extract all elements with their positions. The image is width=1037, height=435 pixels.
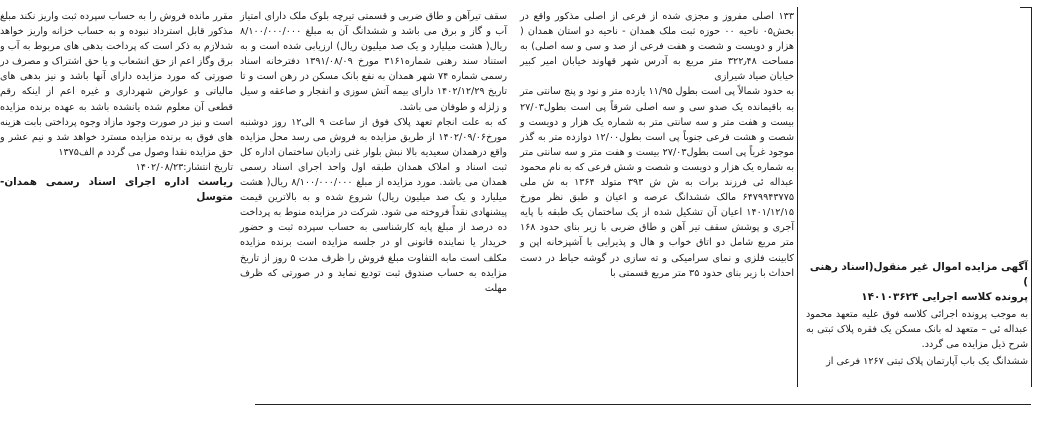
column-4-text: مقرر مانده فروش را به حساب سپرده ثبت واریز نکند مبلغ مذکور قابل استرداد نبوده و به حساب خزانه واریز خواهد شدلازم به ذکر است که پرداخت بدهی های مربوط به آب و برق وگاز اعم از حق انشعاب و یا حق اشتراک و مصرف در صورتی که مورد مزایده دارای آنها باشد و نیز بدهی های مالیاتی و عوارض شهرداری و غیره اعم از اینکه رقم قطعی آن معلوم شده یانشده باشد به عهده برنده مزایده است و نیز در صورت وجود مازاد وجوه پرداختی بابت هزینه های فوق به برنده مزایده مسترد خواهد شد و نیم عشر و حق مزایده نقدا وصول می گردد م الف۱۳۷۵ — [0, 11, 233, 158]
column-divider-right — [1031, 7, 1032, 387]
top-tick-line — [1020, 7, 1032, 8]
signature-line: ریاست اداره اجرای اسناد رسمی همدان-متوسل — [0, 176, 233, 204]
bottom-rule — [255, 404, 1031, 405]
file-number: پرونده کلاسه اجرایی ۱۴۰۱۰۳۶۲۴ — [861, 291, 1028, 303]
column-divider-left — [797, 7, 798, 387]
notice-column-4 — [0, 9, 233, 205]
notice-title: آگهی مزایده اموال غیر منقول(اسناد رهنی ) — [809, 261, 1028, 288]
notice-intro-line2: ششدانگ یک باب آپارتمان پلاک ثبتی ۱۲۶۷ فرعی از — [826, 356, 1028, 367]
notice-header — [806, 260, 1028, 369]
notice-intro: به موجب پرونده اجرائی کلاسه فوق علیه متعهد محمود عبداله ئی – متعهد له بانک مسکن یک فقره پلاک ثبتی به شرح ذیل مزایده می گردد. — [806, 309, 1028, 350]
publication-date: تاریخ انتشار:۱۴۰۲/۰۸/۲۳ — [135, 161, 233, 173]
notice-column-2 — [520, 9, 794, 281]
column-3-text: سقف تیرآهن و طاق ضربی و قسمتی تیرچه بلوک ملک دارای امتیاز آب و گاز و برق می باشد و ششدانگ آن به مبلغ ۸/۱۰۰/۰۰۰/۰۰۰ ریال( هشت میلیارد و یک صد میلیون ریال) ارزیابی شده است و به استناد سند رهنی شماره۳۱۶۱ مورخ ۱۳۹۱/۰۸/۰۹ دفترخانه اسناد رسمی شماره ۷۴ شهر همدان به نفع بانک مسکن در رهن است و تا تاریخ ۱۴۰۲/۱۲/۲۹ دارای بیمه آتش سوزی و انفجار و صاعقه و سیل و زلزله و طوفان می باشد. که به علت انجام تعهد پلاک فوق از ساعت ۹ الی۱۲ روز دوشنبه مورخ۱۴۰۲/۰۹/۰۶ از طریق مزایده به فروش می رسد محل مزایده واقع درهمدان سعیدیه بالا نبش بلوار غنی زادیان ساختمان اداره کل ثبت اسناد و املاک همدان طبقه اول واحد اجرای اسناد رسمی همدان می باشد. مورد مزایده از مبلغ ۸/۱۰۰/۰۰۰/۰۰۰ ریال( هشت میلیارد و یک صد میلیون ریال) شروع شده و به بالاترین قیمت پیشنهادی نقداً فروخته می شود. شرکت در مزایده منوط به پرداخت ده درصد از مبلغ پایه کارشناسی به حساب سپرده ثبت و حضور خریدار یا نماینده قانونی او در جلسه مزایده است برنده مزایده مکلف است مابه التفاوت مبلغ فروش را ظرف مدت ۵ روز از تاریخ مزایده به حساب صندوق ثبت تودیع نماید و در صورتی که ظرف مهلت — [240, 11, 508, 294]
notice-column-3 — [240, 9, 507, 296]
column-2-text: ۱۳۳ اصلی مفروز و مجزی شده از فرعی از اصلی مذکور واقع در بخش۰۵ ناحیه ۰۰ حوزه ثبت ملک همدان - ناحیه دو استان همدان ( هزار و دویست و شصت و هفت فرعی از صد و سی و سه اصلی) به مساحت ۳۲۲٫۴۸ متر مربع به آدرس شهر قهاوند خیابان امیر کبیر خیابان صیاد شیرازی به حدود شمالاً پی است بطول ۱۱/۹۵ یازده متر و نود و پنج سانتی متر به باقیمانده یک صدو سی و سه اصلی شرقاً پی است بطول۲۷/۰۳ بیست و هفت متر و سه سانتی متر به شماره یک هزار و دویست و شصت و هشت فرعی جنوباً پی است بطول۱۲/۰۰ دوازده متر به گذر موجود غرباً پی است بطول۲۷/۰۳ بیست و هفت متر و سه سانتی متر به شماره یک هزار و دویست و شصت و شش فرعی که به نام محمود عبداله ئی فرزند برات به ش ش ۳۹۳ متولد ۱۳۶۴ به ش ملی ۶۴۷۹۹۴۳۷۷۵ مالک ششدانگ عرصه و اعیان و طبق نظر مورخ ۱۴۰۱/۱۲/۱۵ اعیان آن تشکیل شده از یک ساختمان یک طبقه با پایه آجری و پوشش سقف تیر آهن و طاق ضربی با زیر بنای حدود ۱۶۸ متر مربع شامل دو اتاق خواب و هال و پذیرایی با آشپزخانه اپن و کابینت فلزی و نمای سرامیکی و ته سازی در گوشه حیاط در دست احداث با زیر بنای حدود ۳۵ متر مربع قسمتی با — [520, 11, 795, 279]
